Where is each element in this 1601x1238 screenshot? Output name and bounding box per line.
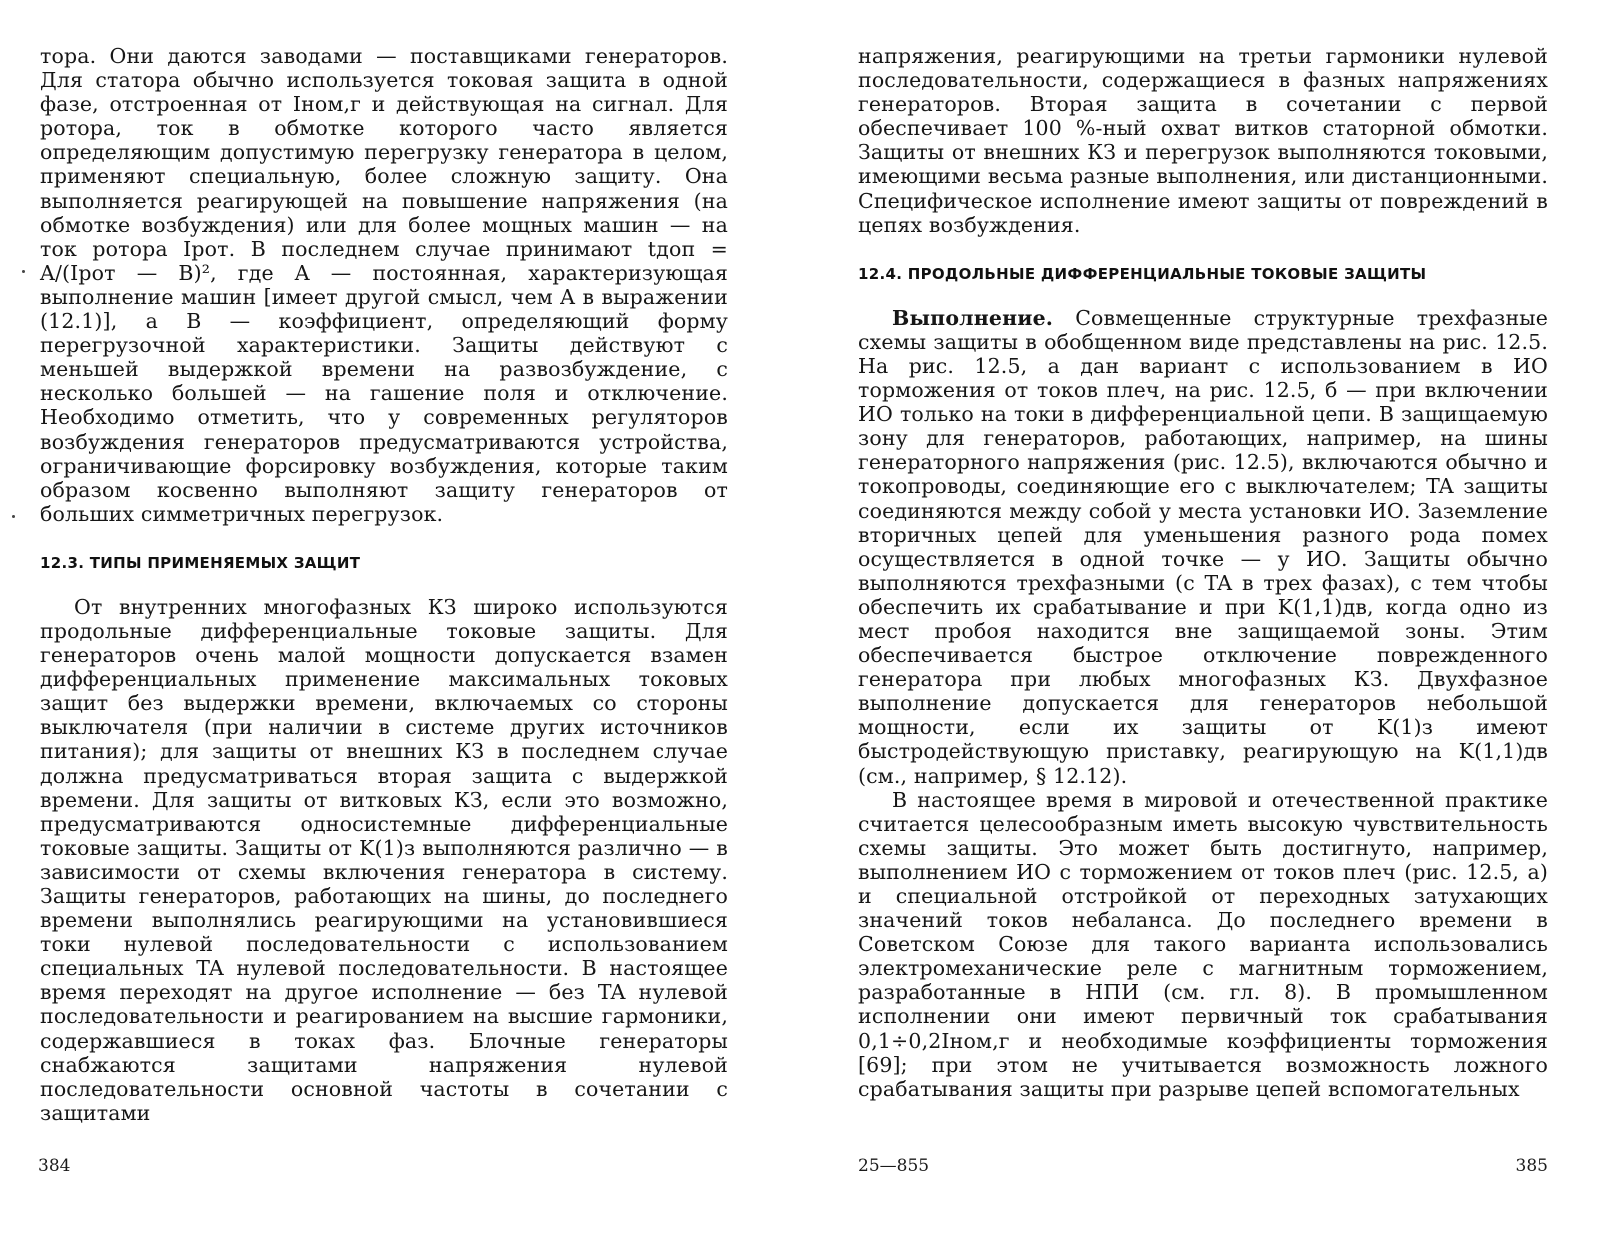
right-paragraph-1: напряжения, реагирующими на третьи гармоники нулевой последовательности, содержащиеся в фазных напряжениях генераторов. Вторая защита в сочетании с первой обеспечивает 100 %-ный охват витков статорной обмотки. Защиты от внешних КЗ и перегрузок выполняются токовыми, имеющими весьма разные выполнения, или дистанционными. Специфическое исполнение имеют защиты от повреждений в цепях возбуждения. xyxy=(858,44,1548,237)
page-number-left: 384 xyxy=(38,1156,71,1176)
right-text-column xyxy=(858,44,1548,1101)
scan-speck xyxy=(12,515,15,518)
left-paragraph-2: От внутренних многофазных КЗ широко используются продольные дифференциальные токовые защиты. Для генераторов очень малой мощности допускается взамен дифференциальных применение максимальных токовых защит без выдержки времени, включаемых со стороны выключателя (при наличии в системе других источников питания); для защиты от внешних КЗ в последнем случае должна предусматриваться вторая защита с выдержкой времени. Для защиты от витковых КЗ, если это возможно, предусматриваются односистемные дифференциальные токовые защиты. Защиты от K(1)з выполняются различно — в зависимости от схемы включения генератора в систему. Защиты генераторов, работающих на шины, до последнего времени выполнялись реагирующими на установившиеся токи нулевой последовательности с использованием специальных TA нулевой последовательности. В настоящее время переходят на другое исполнение — без TA нулевой последовательности и реагированием на высшие гармоники, содержавшиеся в токах фаз. Блочные генераторы снабжаются защитами напряжения нулевой последовательности основной частоты в сочетании с защитами xyxy=(40,594,728,1125)
right-paragraph-2 xyxy=(858,306,1548,788)
lead-in-term: Выполнение. xyxy=(892,305,1054,330)
scan-speck xyxy=(22,270,25,273)
page-number-right: 385 xyxy=(1515,1156,1548,1176)
signature-mark: 25—855 xyxy=(858,1156,930,1176)
section-heading-12-4: 12.4. ПРОДОЛЬНЫЕ ДИФФЕРЕНЦИАЛЬНЫЕ ТОКОВЫЕ ЗАЩИТЫ xyxy=(858,264,1427,283)
right-paragraph-3: В настоящее время в мировой и отечественной практике считается целесообразным иметь высокую чувствительность схемы защиты. Это может быть достигнуто, например, выполнением ИО с торможением от токов плеч (рис. 12.5, а) и специальной отстройкой от переходных затухающих значений токов небаланса. До последнего времени в Советском Союзе для такого варианта использовались электромеханические реле с магнитным торможением, разработанные в НПИ (см. гл. 8). В промышленном исполнении они имеют первичный ток срабатывания 0,1÷0,2Iном,г и необходимые коэффициенты торможения [69]; при этом не учитывается возможность ложного срабатывания защиты при разрыве цепей вспомогательных xyxy=(858,787,1548,1101)
left-paragraph-1: тора. Они даются заводами — поставщиками генераторов. Для статора обычно используется токовая защита в одной фазе, отстроенная от Iном,г и действующая на сигнал. Для ротора, ток в обмотке которого часто является определяющим допустимую перегрузку генератора в целом, применяют специальную, более сложную защиту. Она выполняется реагирующей на повышение напряжения (на обмотке возбуждения) или для более мощных машин — на ток ротора Iрот. В последнем случае принимают tдоп = A/(Iрот — B)², где A — постоянная, характеризующая выполнение машин [имеет другой смысл, чем A в выражении (12.1)], а B — коэффициент, определяющий форму перегрузочной характеристики. Защиты действуют с меньшей выдержкой времени на развозбуждение, с несколько большей — на гашение поля и отключение. Необходимо отметить, что у современных регуляторов возбуждения генераторов предусматриваются устройства, ограничивающие форсировку возбуждения, которые таким образом косвенно выполняют защиту генераторов от больших симметричных перегрузок. xyxy=(40,44,728,526)
left-page xyxy=(0,0,800,1238)
section-heading-12-3: 12.3. ТИПЫ ПРИМЕНЯЕМЫХ ЗАЩИТ xyxy=(40,553,361,572)
right-paragraph-2-text: Совмещенные структурные трехфазные схемы защиты в обобщенном виде представлены на рис. 12.5. На рис. 12.5, а дан вариант с использованием в ИО торможения от токов плеч, на рис. 12.5, б — при включении ИО только на токи в дифференциальной цепи. В защищаемую зону для генераторов, работающих, например, на шины генераторного напряжения (рис. 12.5), включаются обычно и токопроводы, соединяющие его с выключателем; TA защиты соединяются между собой у места установки ИО. Заземление вторичных цепей для уменьшения разного рода помех осуществляется в одной точке — у ИО. Защиты обычно выполняются трехфазными (с TA в трех фазах), с тем чтобы обеспечить их срабатывание и при K(1,1)дв, когда одно из мест пробоя находится вне защищаемой зоны. Этим обеспечивается быстрое отключение поврежденного генератора при любых многофазных КЗ. Двухфазное выполнение допускается для генераторов небольшой мощности, если их защиты от K(1)з имеют быстродействующую приставку, реагирующую на K(1,1)дв (см., например, § 12.12). xyxy=(858,305,1548,788)
left-text-column xyxy=(40,44,728,1125)
right-page xyxy=(800,0,1601,1238)
